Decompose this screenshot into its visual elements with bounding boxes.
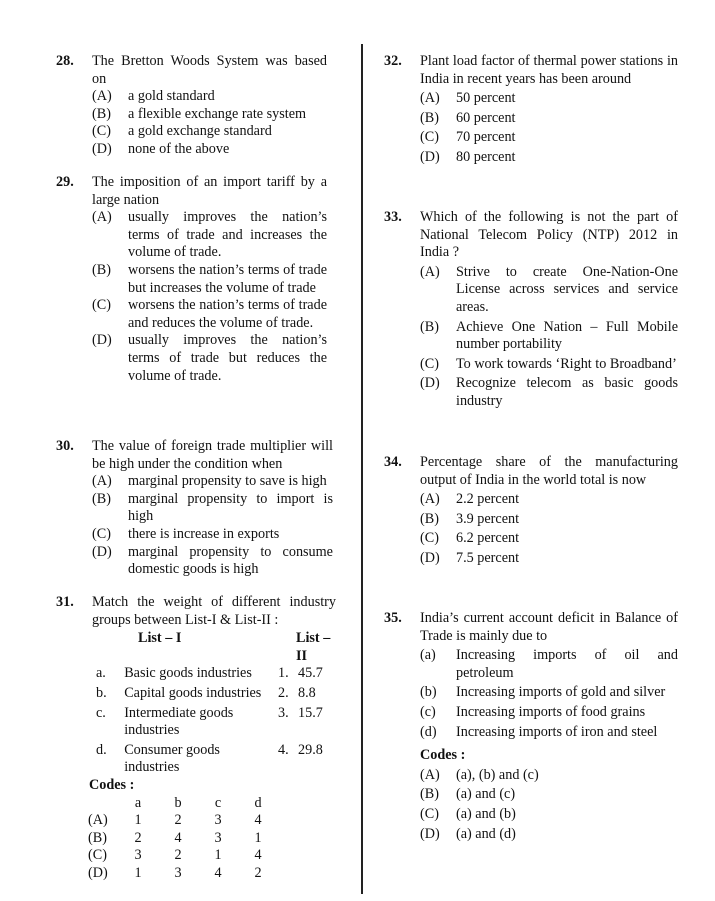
option-b: (B) 3.9 percent bbox=[420, 510, 520, 527]
option-c: (C) 70 percent bbox=[420, 129, 516, 146]
question-stem: India’s current account deficit in Balance of Trade is mainly due to bbox=[420, 610, 678, 644]
option-a: (A) 2.2 percent bbox=[420, 491, 520, 508]
option-b: (B) marginal propensity to import is high bbox=[92, 490, 333, 525]
codes-label: Codes : bbox=[420, 747, 466, 764]
question-32 bbox=[384, 53, 678, 167]
question-number: 29. bbox=[56, 174, 74, 190]
match-table bbox=[96, 630, 336, 777]
question-number: 31. bbox=[56, 594, 74, 610]
option-d: (D) (a) and (d) bbox=[420, 825, 516, 842]
option-d: (D) 80 percent bbox=[420, 148, 516, 165]
option-b: (B) (a) and (c) bbox=[420, 786, 516, 803]
option-c: (C) 6.2 percent bbox=[420, 530, 520, 547]
statement-a: (a) Increasing imports of oil and petroleum bbox=[420, 647, 678, 681]
question-stem: Which of the following is not the part of National Telecom Policy (NTP) 2012 in India ? bbox=[420, 209, 678, 261]
option-d: (D) marginal propensity to consume domestic goods is high bbox=[92, 543, 333, 578]
question-stem: The imposition of an import tariff by a large nation bbox=[92, 174, 327, 208]
option-a: (A) Strive to create One-Nation-One License across services and service areas. bbox=[420, 263, 678, 315]
column-divider bbox=[361, 44, 363, 894]
option-d: (D) usually improves the nation’s terms of trade but reduces the volume of trade. bbox=[92, 332, 327, 384]
statement-b: (b) Increasing imports of gold and silver bbox=[420, 684, 666, 701]
option-c: (C) there is increase in exports bbox=[92, 525, 280, 542]
option-d: (D) none of the above bbox=[92, 140, 230, 157]
option-a: (A) marginal propensity to save is high bbox=[92, 473, 327, 490]
question-34 bbox=[384, 454, 678, 568]
question-35 bbox=[384, 610, 678, 843]
match-row: d. Consumer goods industries 4. 29.8 bbox=[96, 741, 323, 776]
option-b: (B) worsens the nation’s terms of trade but increases the volume of trade bbox=[92, 261, 327, 296]
option-b: (B) Achieve One Nation – Full Mobile number portability bbox=[420, 318, 678, 353]
option-c: (C) (a) and (b) bbox=[420, 805, 516, 822]
statement-d: (d) Increasing imports of iron and steel bbox=[420, 723, 658, 740]
option-d: (D) Recognize telecom as basic goods industry bbox=[420, 375, 678, 409]
option-a: (A) usually improves the nation’s terms of trade and increases the volume of trade. bbox=[92, 209, 327, 261]
option-a: (A) a gold standard bbox=[92, 88, 215, 105]
option-d: (D) 7.5 percent bbox=[420, 549, 520, 566]
match-row: c. Intermediate goods industries 3. 15.7 bbox=[96, 704, 323, 739]
question-stem: The Bretton Woods System was based on bbox=[92, 53, 327, 87]
question-31 bbox=[56, 594, 336, 883]
code-row: (A) 1 2 3 4 bbox=[88, 812, 262, 829]
code-row: (D) 1 3 4 2 bbox=[88, 864, 262, 881]
option-c: (C) a gold exchange standard bbox=[92, 123, 272, 140]
codes-table: a b c d (A) 1 2 3 4 (B) 2 4 3 1 (C) 3 2 1 4 (D) 1 3 4 2 bbox=[88, 795, 278, 883]
question-28 bbox=[56, 53, 327, 159]
question-number: 28. bbox=[56, 53, 74, 69]
option-b: (B) 60 percent bbox=[420, 109, 516, 126]
match-row: b. Capital goods industries 2. 8.8 bbox=[96, 684, 316, 701]
code-row: (B) 2 4 3 1 bbox=[88, 829, 262, 846]
question-number: 30. bbox=[56, 438, 74, 454]
question-number: 32. bbox=[384, 53, 402, 69]
statement-c: (c) Increasing imports of food grains bbox=[420, 703, 646, 720]
option-a: (A) 50 percent bbox=[420, 90, 516, 107]
question-number: 34. bbox=[384, 454, 402, 470]
match-row: a. Basic goods industries 1. 45.7 bbox=[96, 665, 323, 682]
option-b: (B) a flexible exchange rate system bbox=[92, 105, 307, 122]
question-30 bbox=[56, 438, 333, 579]
list-2-header: List – II bbox=[296, 630, 331, 664]
option-c: (C) worsens the nation’s terms of trade and reduces the volume of trade. bbox=[92, 297, 327, 331]
question-stem: The value of foreign trade multiplier will be high under the condition when bbox=[92, 438, 333, 472]
question-29 bbox=[56, 174, 327, 385]
code-row: (C) 3 2 1 4 bbox=[88, 847, 262, 864]
codes-label: Codes : bbox=[89, 776, 135, 793]
question-stem: Match the weight of different industry groups between List-I & List-II : bbox=[92, 594, 336, 628]
question-33 bbox=[384, 209, 678, 411]
option-c: (C) To work towards ‘Right to Broadband’ bbox=[420, 355, 677, 372]
question-number: 33. bbox=[384, 209, 402, 225]
question-stem: Percentage share of the manufacturing output of India in the world total is now bbox=[420, 454, 678, 488]
question-number: 35. bbox=[384, 610, 402, 626]
list-1-header: List – I bbox=[138, 630, 182, 647]
question-stem: Plant load factor of thermal power stations in India in recent years has been around bbox=[420, 53, 678, 87]
option-a: (A) (a), (b) and (c) bbox=[420, 766, 539, 783]
